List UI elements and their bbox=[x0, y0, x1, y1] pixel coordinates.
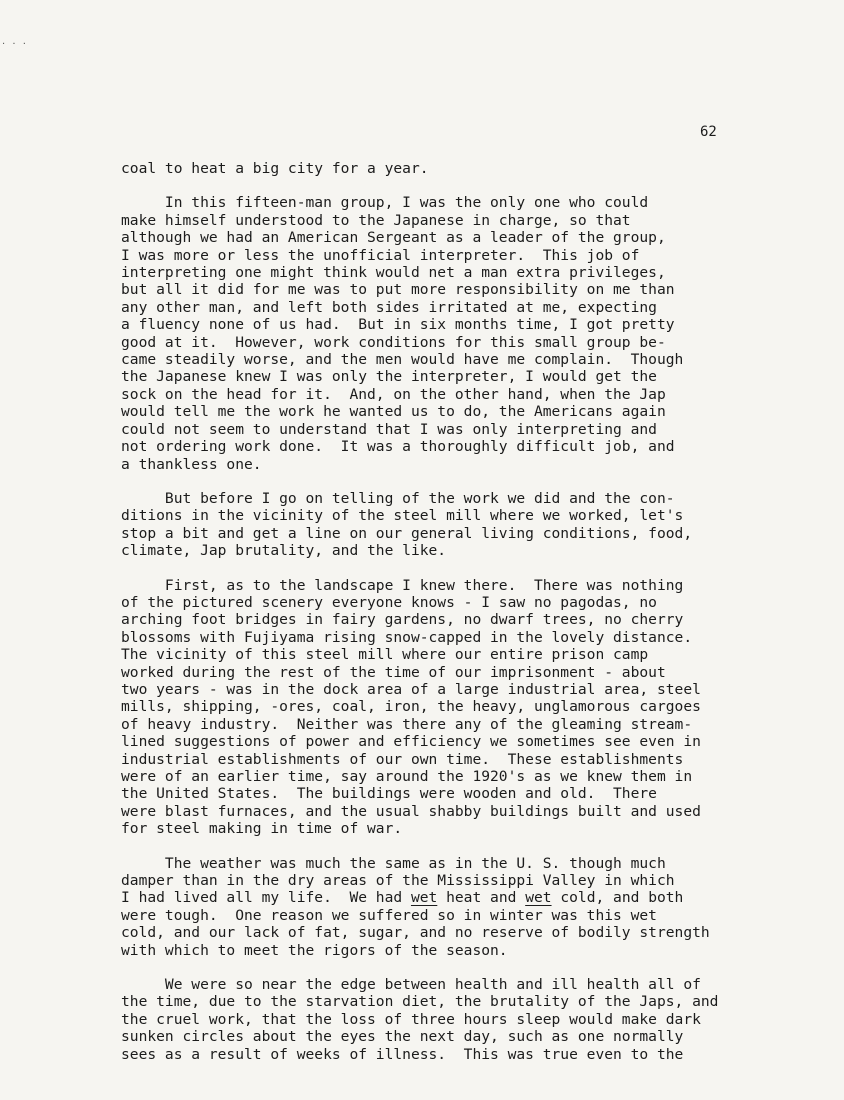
paragraph-5 bbox=[121, 855, 821, 959]
text-line: ditions in the vicinity of the steel mill where we worked, let's bbox=[121, 507, 684, 525]
text-line: not ordering work done. It was a thoroughly difficult job, and bbox=[121, 438, 675, 456]
text-line: any other man, and left both sides irritated at me, expecting bbox=[121, 298, 657, 316]
underlined-text-line bbox=[121, 889, 821, 906]
text-line: arching foot bridges in fairy gardens, no dwarf trees, no cherry bbox=[121, 611, 684, 629]
text-segment: heat and bbox=[437, 889, 526, 907]
text-line: but all it did for me was to put more responsibility on me than bbox=[121, 281, 675, 299]
text-line: make himself understood to the Japanese in charge, so that bbox=[121, 211, 631, 229]
paragraph-2 bbox=[121, 194, 821, 473]
text-line: sock on the head for it. And, on the other hand, when the Jap bbox=[121, 385, 666, 403]
text-line: with which to meet the rigors of the season. bbox=[121, 941, 508, 959]
text-line: the United States. The buildings were wooden and old. There bbox=[121, 785, 657, 803]
text-line: came steadily worse, and the men would have me complain. Though bbox=[121, 351, 684, 369]
text-line: The vicinity of this steel mill where our entire prison camp bbox=[121, 646, 649, 664]
text-line: coal to heat a big city for a year. bbox=[121, 160, 429, 177]
text-line: industrial establishments of our own time. These establishments bbox=[121, 750, 684, 768]
page-number: 62 bbox=[700, 124, 717, 140]
text-line: the Japanese knew I was only the interpreter, I would get the bbox=[121, 368, 657, 386]
body-text bbox=[121, 160, 821, 1080]
text-line: blossoms with Fujiyama rising snow-capped in the lovely distance. bbox=[121, 628, 693, 646]
text-line: two years - was in the dock area of a large industrial area, steel bbox=[121, 680, 701, 698]
text-line: sunken circles about the eyes the next day, such as one normally bbox=[121, 1028, 684, 1046]
text-line: damper than in the dry areas of the Mississippi Valley in which bbox=[121, 872, 675, 890]
text-line: the cruel work, that the loss of three hours sleep would make dark bbox=[121, 1010, 701, 1028]
text-line: a fluency none of us had. But in six months time, I got pretty bbox=[121, 316, 675, 334]
text-line: good at it. However, work conditions for this small group be- bbox=[121, 333, 666, 351]
paragraph-1 bbox=[121, 160, 821, 177]
text-line: sees as a result of weeks of illness. This was true even to the bbox=[121, 1045, 684, 1063]
text-line: lined suggestions of power and efficiency we sometimes see even in bbox=[121, 733, 701, 751]
text-line: were blast furnaces, and the usual shabby buildings built and used bbox=[121, 802, 701, 820]
paragraph-4 bbox=[121, 577, 821, 838]
text-line: In this fifteen-man group, I was the only one who could bbox=[121, 194, 649, 212]
paragraph-6 bbox=[121, 976, 821, 1063]
text-line: First, as to the landscape I knew there. There was nothing bbox=[121, 576, 684, 594]
text-line: the time, due to the starvation diet, the brutality of the Japs, and bbox=[121, 993, 719, 1011]
text-line: climate, Jap brutality, and the like. bbox=[121, 542, 447, 560]
text-line: But before I go on telling of the work we did and the con- bbox=[121, 489, 675, 507]
text-segment: cold, and both bbox=[551, 889, 684, 907]
text-line: were tough. One reason we suffered so in winter was this wet bbox=[121, 906, 657, 924]
underlined-word: wet bbox=[410, 889, 438, 907]
text-line: stop a bit and get a line on our general living conditions, food, bbox=[121, 524, 693, 542]
text-line: of heavy industry. Neither was there any of the gleaming stream- bbox=[121, 715, 693, 733]
text-line: We were so near the edge between health and ill health all of bbox=[121, 976, 701, 994]
text-line: could not seem to understand that I was only interpreting and bbox=[121, 420, 657, 438]
text-line: interpreting one might think would net a man extra privileges, bbox=[121, 264, 666, 282]
text-line: were of an earlier time, say around the 1920's as we knew them in bbox=[121, 768, 693, 785]
text-line: a thankless one. bbox=[121, 455, 262, 473]
paragraph-3 bbox=[121, 490, 821, 560]
text-line: although we had an American Sergeant as a leader of the group, bbox=[121, 229, 666, 247]
text-line: The weather was much the same as in the U. S. though much bbox=[121, 854, 666, 872]
text-line: cold, and our lack of fat, sugar, and no reserve of bodily strength bbox=[121, 924, 710, 942]
scan-artifact-dots: · · · bbox=[2, 39, 28, 50]
text-line: for steel making in time of war. bbox=[121, 820, 403, 838]
text-line: worked during the rest of the time of our imprisonment - about bbox=[121, 663, 666, 681]
text-line: of the pictured scenery everyone knows - I saw no pagodas, no bbox=[121, 593, 657, 611]
text-line: would tell me the work he wanted us to do, the Americans again bbox=[121, 403, 666, 421]
text-segment: I had lived all my life. We had bbox=[121, 889, 411, 907]
underlined-word: wet bbox=[525, 889, 552, 907]
text-line: mills, shipping, -ores, coal, iron, the heavy, unglamorous cargoes bbox=[121, 698, 701, 716]
text-line: I was more or less the unofficial interpreter. This job of bbox=[121, 246, 640, 264]
